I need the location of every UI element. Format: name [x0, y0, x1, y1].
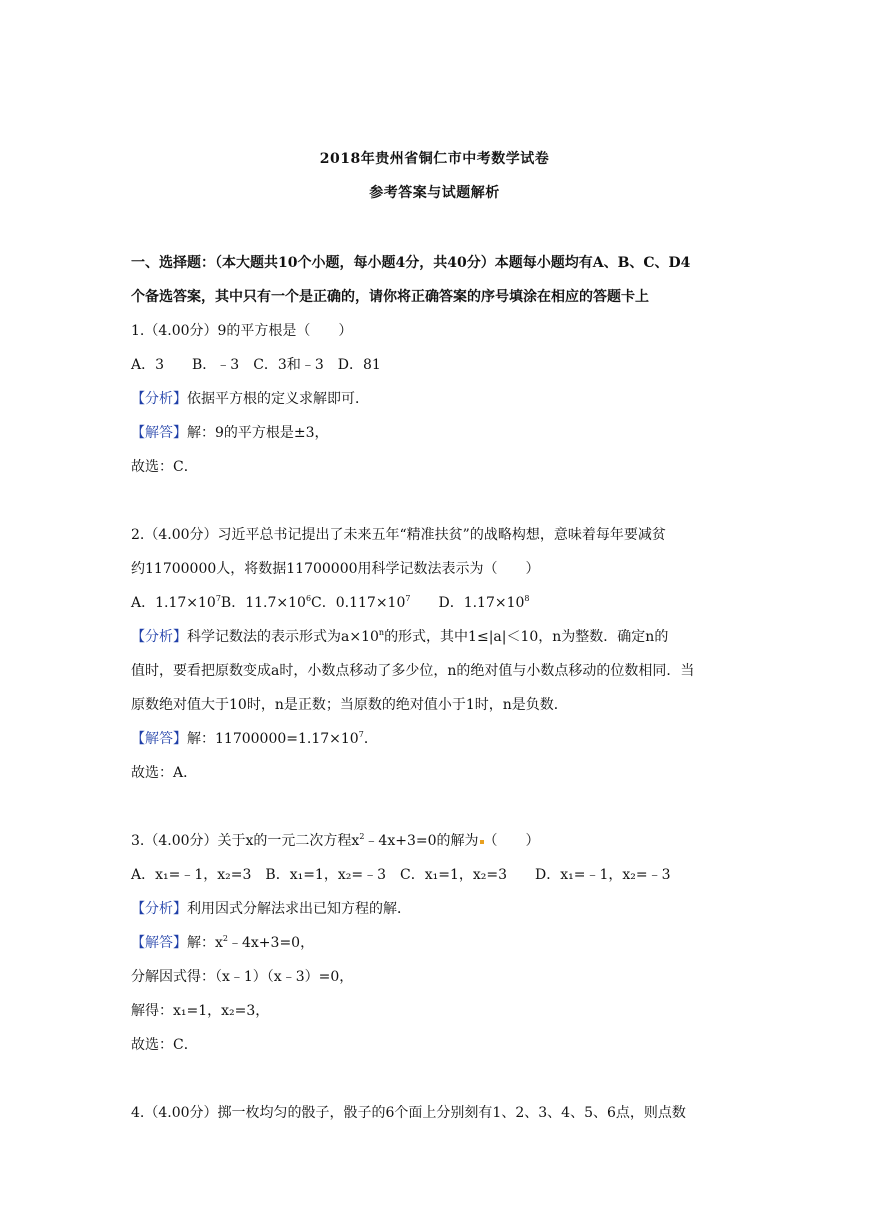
q4-stem: 4.（4.00分）掷一枚均匀的骰子，骰子的6个面上分别刻有1、2、3、4、5、6点，则点数 — [131, 1105, 686, 1121]
q1-solution — [131, 422, 741, 442]
section-heading-line-2: 个备选答案，其中只有一个是正确的，请你将正确答案的序号填涂在相应的答题卡上 — [131, 289, 649, 305]
analysis-label: 【分析】 — [131, 901, 187, 917]
q3-option-d: D．x₁=﹣1，x₂=﹣3 — [535, 867, 671, 883]
analysis-label: 【分析】 — [131, 391, 187, 407]
solution-label: 【解答】 — [131, 731, 187, 747]
q1-options: A．3 B．﹣3 C．3和﹣3 D．81 — [131, 357, 381, 373]
page-title: 2018年贵州省铜仁市中考数学试卷 — [319, 151, 550, 167]
q3-analysis: 【分析】利用因式分解法求出已知方程的解． — [131, 901, 411, 917]
q2-option-b: B．$11.7\times 10^6$ — [220, 594, 312, 611]
q2-stem-line-2: 约11700000人，将数据11700000用科学记数法表示为（ ） — [131, 561, 540, 577]
q2-choice: 故选：A． — [131, 765, 198, 781]
q2-analysis-line-3: 原数绝对值大于10时，n是正数；当原数的绝对值小于1时，n是负数． — [131, 697, 568, 713]
q1-analysis — [131, 388, 741, 408]
q1-choice: 故选：C． — [131, 459, 198, 475]
page-subtitle: 参考答案与试题解析 — [369, 185, 500, 201]
q2-solution: 【解答】解：$11700000=1.17\times 10^7$． — [131, 730, 378, 747]
q2-option-c: C．$0.117\times 10^7$ — [311, 594, 411, 611]
q2-option-d: D．$1.17\times 10^8$ — [438, 594, 530, 611]
q1-solution-text: 解：9的平方根是±3， — [187, 425, 329, 441]
q1-stem: 1.（4.00分）9的平方根是（ ） — [131, 323, 353, 339]
q3-factor: 分解因式得：（x﹣1）（x﹣3）=0， — [131, 969, 354, 985]
q2-analysis-line-2: 值时，要看把原数变成a时，小数点移动了多少位，n的绝对值与小数点移动的位数相同．当 — [131, 663, 695, 679]
q2-option-a: A．$1.17\times 10^7$ — [131, 594, 221, 611]
q3-option-a: A．x₁=﹣1，x₂=3 — [131, 867, 252, 883]
analysis-label: 【分析】 — [131, 629, 187, 645]
q2-stem-line-1: 2.（4.00分）习近平总书记提出了未来五年“精准扶贫”的战略构想，意味着每年要减贫 — [131, 527, 666, 543]
q3-stem: 3.（4.00分）关于x的一元二次方程$x^2﹣4x+3=0$的解为 （ ） — [131, 832, 540, 849]
q3-result: 解得：x₁=1，x₂=3， — [131, 1003, 270, 1019]
q2-analysis-line-1: 【分析】科学记数法的表示形式为$a\times 10^n$的形式，其中1≤|a|＜10，n为整数．确定n的 — [131, 628, 669, 645]
q3-option-c: C．x₁=1，x₂=3 — [400, 867, 508, 883]
q3-choice: 故选：C． — [131, 1037, 198, 1053]
solution-label: 【解答】 — [131, 425, 187, 441]
q1-analysis-text: 依据平方根的定义求解即可． — [187, 391, 369, 407]
solution-label: 【解答】 — [131, 935, 187, 951]
q2-options — [131, 592, 741, 612]
q3-solution: 【解答】解：$x^2﹣4x+3=0$， — [131, 934, 315, 951]
q3-options — [131, 864, 741, 884]
q3-option-b: B．x₁=1，x₂=﹣3 — [265, 867, 386, 883]
section-heading-line-1: 一、选择题：（本大题共10个小题，每小题4分，共40分）本题每小题均有A、B、C、D4 — [131, 255, 691, 271]
